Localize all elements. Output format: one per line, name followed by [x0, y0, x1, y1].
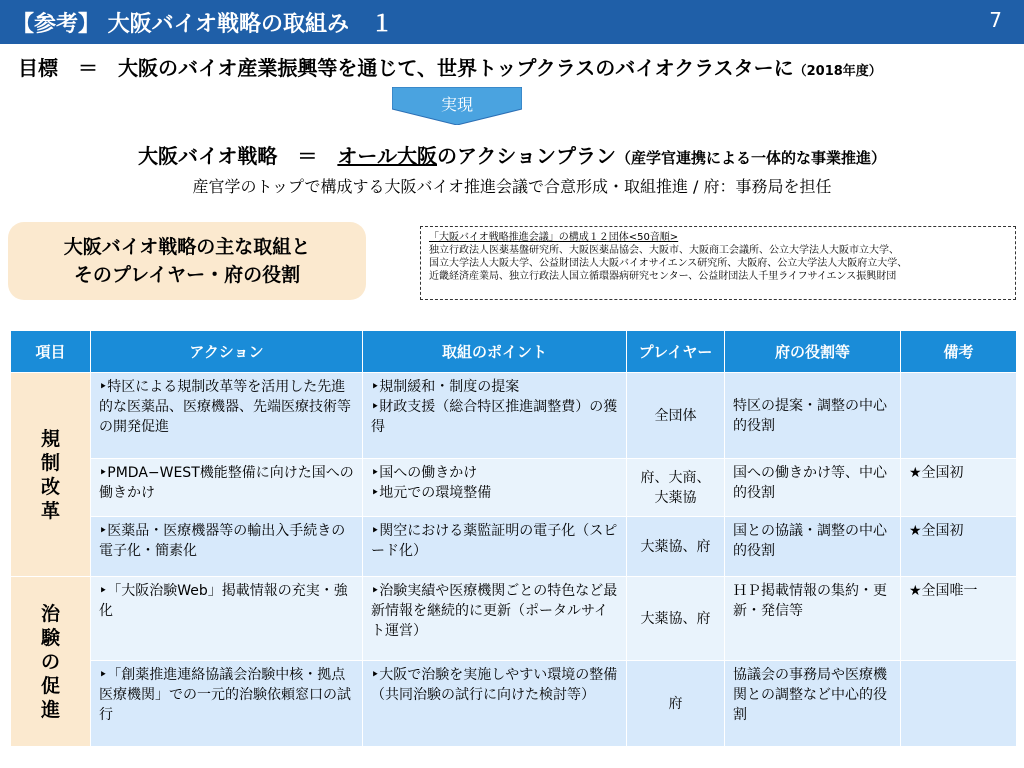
header-points: 取組のポイント: [363, 331, 627, 373]
goal-text: 目標 ＝ 大阪のバイオ産業振興等を通じて、世界トップクラスのバイオクラスターに: [18, 56, 794, 80]
strategy-suffix: のアクションプラン: [437, 144, 616, 168]
pill-line-1: 大阪バイオ戦略の主な取組と: [63, 236, 311, 258]
members-line: 独立行政法人医薬基盤研究所、大阪医薬品協会、大阪市、大阪商工会議所、公立大学法人大阪市立大学、: [429, 245, 899, 256]
role-cell: 国への働きかけ等、中心的役割: [725, 459, 901, 517]
header-bar: [0, 0, 1024, 44]
pill-line-2: そのプレイヤー・府の役割: [73, 264, 301, 286]
actions-table: [10, 330, 1017, 747]
strategy-line: [0, 140, 1024, 169]
header-player: プレイヤー: [627, 331, 725, 373]
note-cell: ★全国唯一: [901, 577, 1017, 661]
role-cell: 特区の提案・調整の中心的役割: [725, 373, 901, 459]
strategy-prefix: 大阪バイオ戦略 ＝: [137, 144, 338, 168]
player-cell: 全団体: [627, 373, 725, 459]
note-cell: [901, 373, 1017, 459]
role-cell: 協議会の事務局や医療機関との調整など中心的役割: [725, 661, 901, 747]
members-line: 近畿経済産業局、独立行政法人国立循環器病研究センター、公益財団法人千里ライフサイエンス振興財団: [429, 271, 897, 282]
down-arrow: [392, 87, 522, 125]
arrow-label: 実現: [440, 95, 473, 114]
strategy-underlined: オール大阪: [337, 144, 437, 168]
table-row: [11, 373, 1017, 459]
action-cell: ‣PMDA−WEST機能整備に向けた国への働きかけ: [91, 459, 363, 517]
page-number: 7: [989, 8, 1002, 32]
points-cell: ‣国への働きかけ ‣地元での環境整備: [363, 459, 627, 517]
player-cell: 府、大商、大薬協: [627, 459, 725, 517]
goal-year-note: （2018年度）: [793, 64, 882, 79]
strategy-subline: 産官学のトップで構成する大阪バイオ推進会議で合意形成・取組推進 / 府：事務局を担任: [192, 177, 832, 196]
points-cell: ‣関空における薬監証明の電子化（スピード化）: [363, 517, 627, 577]
header-action: アクション: [91, 331, 363, 373]
goal-line: [18, 52, 1008, 81]
table-row: [11, 577, 1017, 661]
points-cell: ‣規制緩和・制度の提案 ‣財政支援（総合特区推進調整費）の獲得: [363, 373, 627, 459]
player-cell: 府: [627, 661, 725, 747]
note-cell: ★全国初: [901, 517, 1017, 577]
category-regulation: 規制改革: [11, 373, 91, 577]
section-pill: [8, 222, 366, 300]
action-cell: ‣医薬品・医療機器等の輸出入手続きの電子化・簡素化: [91, 517, 363, 577]
points-cell: ‣大阪で治験を実施しやすい環境の整備（共同治験の試行に向けた検討等）: [363, 661, 627, 747]
role-cell: 国との協議・調整の中心的役割: [725, 517, 901, 577]
player-cell: 大薬協、府: [627, 577, 725, 661]
action-cell: ‣「大阪治験Web」掲載情報の充実・強化: [91, 577, 363, 661]
members-box: [420, 226, 1016, 300]
members-head: 「大阪バイオ戦略推進会議」の構成１２団体<50音順>: [429, 232, 679, 243]
player-cell: 大薬協、府: [627, 517, 725, 577]
table-row: [11, 517, 1017, 577]
category-clinical-trial: 治験の促進: [11, 577, 91, 747]
header-note: 備考: [901, 331, 1017, 373]
header-role: 府の役割等: [725, 331, 901, 373]
strategy-note: （産学官連携による一体的な事業推進）: [616, 149, 887, 167]
table-header-row: [11, 331, 1017, 373]
table-row: [11, 459, 1017, 517]
role-cell: ＨＰ掲載情報の集約・更新・発信等: [725, 577, 901, 661]
action-cell: ‣特区による規制改革等を活用した先進的な医薬品、医療機器、先端医療技術等の開発促進: [91, 373, 363, 459]
members-line: 国立大学法人大阪大学、公益財団法人大阪バイオサイエンス研究所、大阪府、公立大学法人大阪府立大学、: [429, 258, 908, 269]
note-cell: [901, 661, 1017, 747]
table-row: [11, 661, 1017, 747]
points-cell: ‣治験実績や医療機関ごとの特色など最新情報を継続的に更新（ポータルサイト運営）: [363, 577, 627, 661]
action-cell: ‣「創薬推進連絡協議会治験中核・拠点医療機関」での一元的治験依頼窓口の試行: [91, 661, 363, 747]
note-cell: ★全国初: [901, 459, 1017, 517]
header-item: 項目: [11, 331, 91, 373]
slide-title: 【参考】 大阪バイオ戦略の取組み １: [12, 12, 394, 37]
